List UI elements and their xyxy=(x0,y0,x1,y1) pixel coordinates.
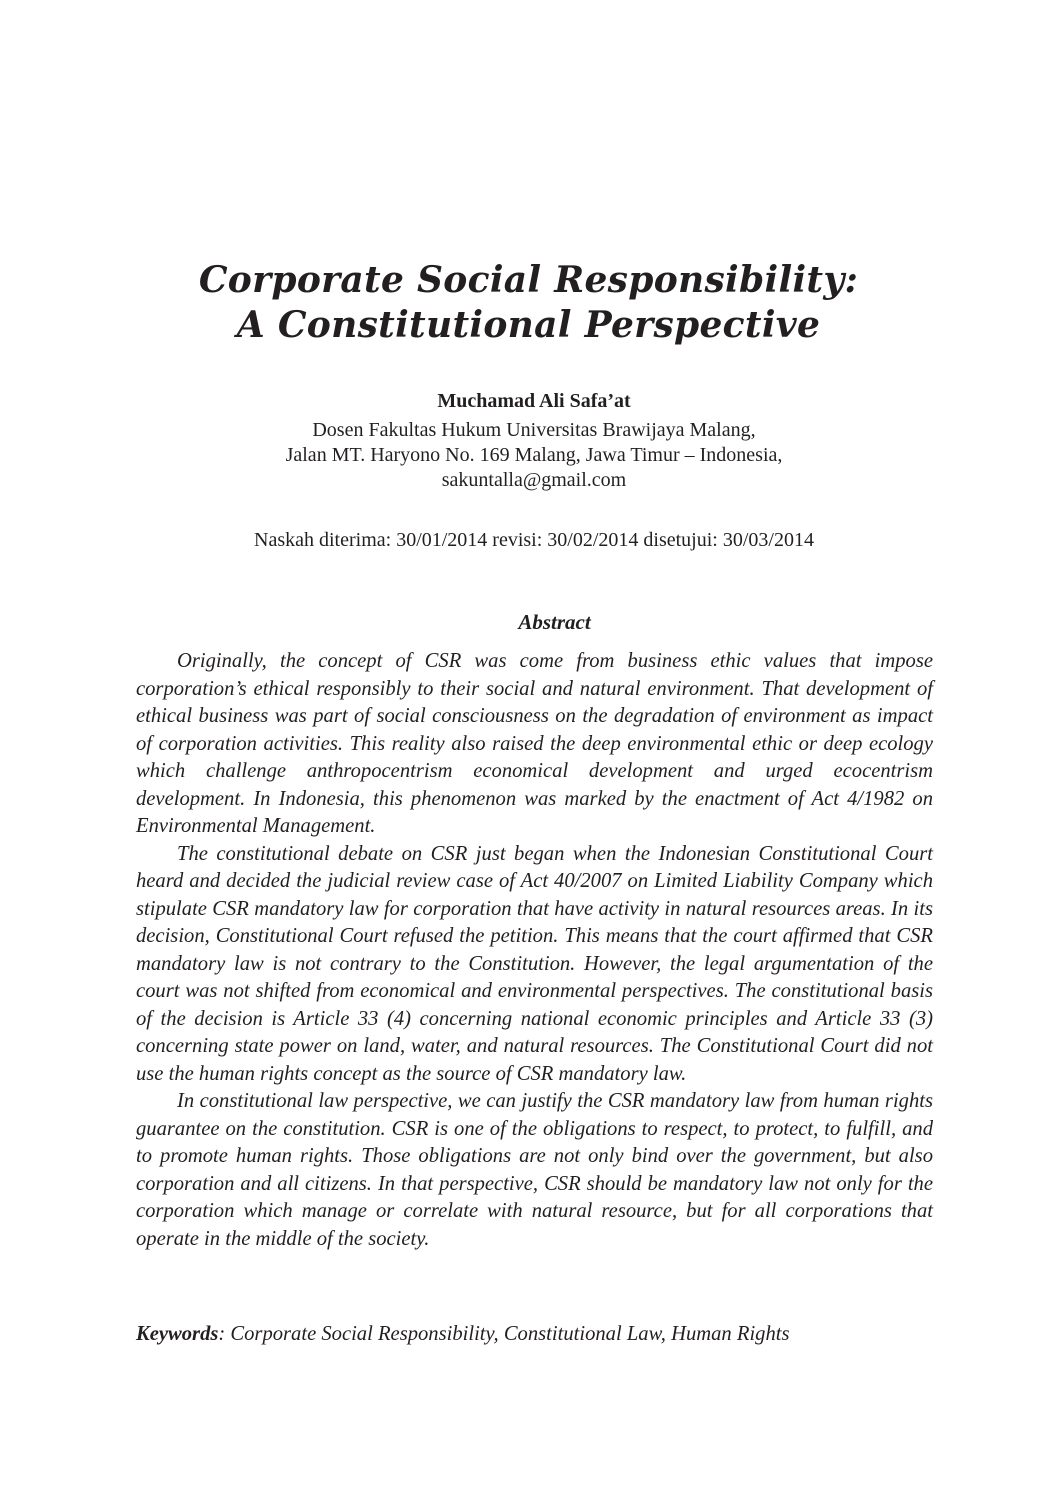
keywords-text: Corporate Social Responsibility, Constitutional Law, Human Rights xyxy=(230,1323,790,1345)
author-email: sakuntalla@gmail.com xyxy=(441,469,627,491)
keywords-separator: : xyxy=(218,1323,231,1345)
author-block xyxy=(0,388,1057,493)
abstract-paragraph-3: In constitutional law perspective, we can justify the CSR mandatory law from human rights guarantee on the constitution. CSR is one of the obligations to respect, to protect, to fulfill, and to promote human rights. Those obligations are not only bind over the government, but also corporation and all citizens. In that perspective, CSR should be mandatory law not only for the corporation which manage or correlate with natural resource, but for all corporations that operate in the middle of the society. xyxy=(136,1090,933,1250)
abstract-body xyxy=(136,648,933,1253)
paper-title-line-1: Corporate Social Responsibility: xyxy=(198,259,859,301)
keywords-label: Keywords xyxy=(136,1323,219,1345)
paper-title-line-2: A Constitutional Perspective xyxy=(236,304,821,346)
manuscript-dates: Naskah diterima: 30/01/2014 revisi: 30/02/2014 disetujui: 30/03/2014 xyxy=(254,529,814,551)
author-name: Muchamad Ali Safa’at xyxy=(437,390,631,412)
keywords xyxy=(136,1320,933,1348)
paper-title xyxy=(0,258,1057,348)
abstract-paragraph-2: The constitutional debate on CSR just began when the Indonesian Constitutional Court heard and decided the judicial review case of Act 40/2007 on Limited Liability Company which stipulate CSR mandatory law for corporation that have activity in natural resources areas. In its decision, Constitutional Court refused the petition. This means that the court affirmed that CSR mandatory law is not contrary to the Constitution. However, the legal argumentation of the court was not shifted from economical and environmental perspectives. The constitutional basis of the decision is Article 33 (4) concerning national economic principles and Article 33 (3) concerning state power on land, water, and natural resources. The Constitutional Court did not use the human rights concept as the source of CSR mandatory law. xyxy=(136,842,933,1085)
abstract-paragraph-1: Originally, the concept of CSR was come from business ethic values that impose corporation’s ethical responsibly to their social and natural environment. That development of ethical business was part of social consciousness on the degradation of environment as impact of corporation activities. This reality also raised the deep environmental ethic or deep ecology which challenge anthropocentrism economical development and urged ecocentrism development. In Indonesia, this phenomenon was marked by the enactment of Act 4/1982 on Environmental Management. xyxy=(136,650,933,837)
author-affiliation-line-2: Jalan MT. Haryono No. 169 Malang, Jawa Timur – Indonesia, xyxy=(285,444,783,466)
abstract-heading: Abstract xyxy=(518,610,591,634)
author-affiliation-line-1: Dosen Fakultas Hukum Universitas Brawijaya Malang, xyxy=(312,419,756,441)
